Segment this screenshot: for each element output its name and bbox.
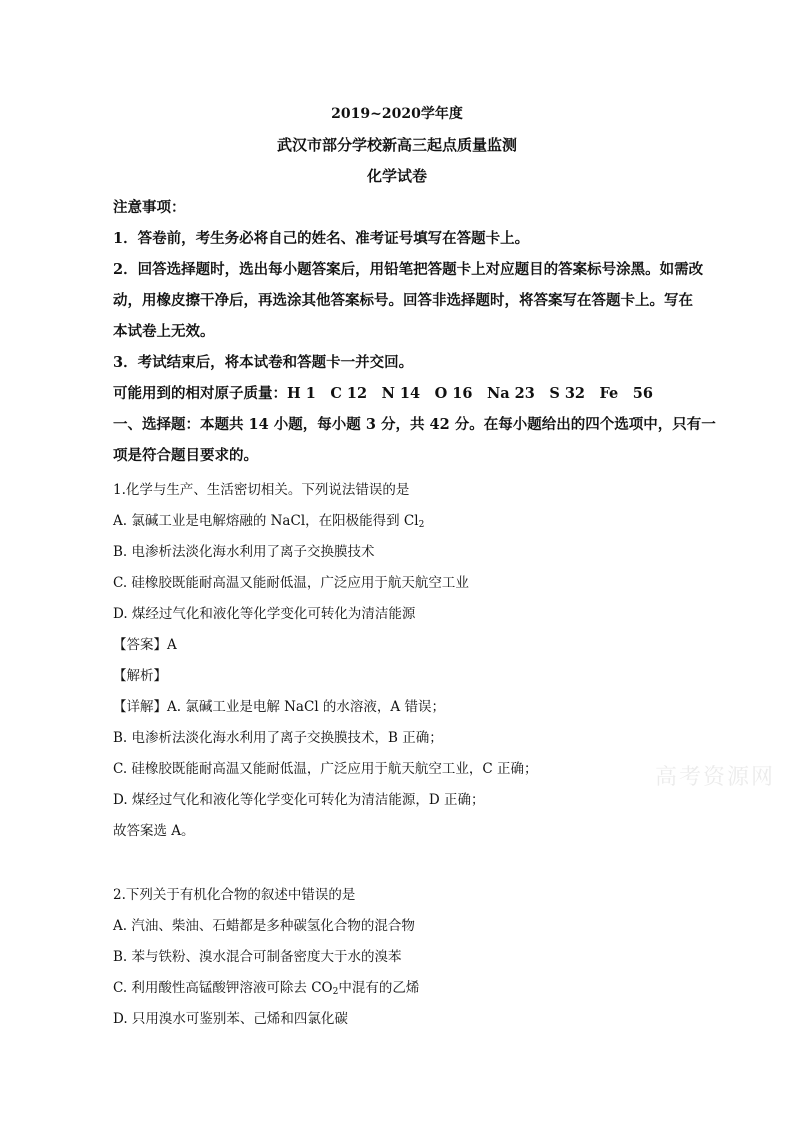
- section-1-heading-line-1: 一、选择题：本题共 14 小题，每小题 3 分，共 42 分。在每小题给出的四个选项中，只有一: [113, 416, 716, 433]
- notice-item-3: 3．考试结束后，将本试卷和答题卡一并交回。: [113, 354, 414, 371]
- question-2-option-a: A. 汽油、柴油、石蜡都是多种碳氢化合物的混合物: [113, 918, 415, 934]
- school-year: 2019~2020学年度: [331, 106, 463, 122]
- subscript: 2: [418, 520, 425, 530]
- notice-item-2-line-1: 2．回答选择题时，选出每小题答案后，用铅笔把答题卡上对应题目的答案标号涂黑。如需改: [113, 261, 704, 278]
- section-1-heading-line-2: 项是符合题目要求的。: [113, 447, 258, 464]
- question-1-option-b: B. 电渗析法淡化海水利用了离子交换膜技术: [113, 544, 375, 560]
- notice-item-1: 1．答卷前，考生务必将自己的姓名、准考证号填写在答题卡上。: [113, 230, 530, 247]
- question-1-detail-d: D. 煤经过气化和液化等化学变化可转化为清洁能源，D 正确；: [113, 792, 485, 808]
- option-a-text: A. 氯碱工业是电解熔融的 NaCl，在阳极能得到 Cl: [113, 513, 419, 529]
- notice-title: 注意事项：: [113, 199, 186, 216]
- option-c-text-tail: 中混有的乙烯: [338, 980, 420, 996]
- question-1-detail-a: 【详解】A. 氯碱工业是电解 NaCl 的水溶液，A 错误；: [113, 699, 445, 715]
- option-c-text: C. 利用酸性高锰酸钾溶液可除去 CO: [113, 980, 333, 996]
- question-2-option-d: D. 只用溴水可鉴别苯、己烯和四氯化碳: [113, 1011, 348, 1027]
- question-2-stem: 2.下列关于有机化合物的叙述中错误的是: [113, 887, 356, 903]
- question-2-option-c: [113, 976, 419, 997]
- watermark: 高考资源网: [655, 765, 776, 790]
- question-2-option-b: B. 苯与铁粉、溴水混合可制备密度大于水的溴苯: [113, 949, 402, 965]
- atomic-masses: 可能用到的相对原子质量：H 1 C 12 N 14 O 16 Na 23 S 32 Fe 56: [113, 385, 653, 402]
- notice-item-2-line-2: 动，用橡皮擦干净后，再选涂其他答案标号。回答非选择题时，将答案写在答题卡上。写在: [113, 292, 693, 309]
- question-1-option-a: [113, 509, 424, 530]
- question-1-answer: 【答案】A: [113, 637, 177, 653]
- exam-title: 武汉市部分学校新高三起点质量监测: [276, 136, 517, 154]
- notice-item-2-line-3: 本试卷上无效。: [113, 323, 215, 340]
- question-1-analysis-label: 【解析】: [113, 668, 167, 684]
- question-1-option-d: D. 煤经过气化和液化等化学变化可转化为清洁能源: [113, 606, 416, 622]
- subscript: 2: [332, 987, 339, 997]
- question-1-conclusion: 故答案选 A。: [113, 823, 195, 839]
- question-1-detail-c: C. 硅橡胶既能耐高温又能耐低温，广泛应用于航天航空工业，C 正确；: [113, 761, 538, 777]
- question-1-stem: 1.化学与生产、生活密切相关。下列说法错误的是: [113, 482, 410, 498]
- question-1-detail-b: B. 电渗析法淡化海水利用了离子交换膜技术，B 正确；: [113, 730, 443, 746]
- question-1-option-c: C. 硅橡胶既能耐高温又能耐低温，广泛应用于航天航空工业: [113, 575, 469, 591]
- subject-title: 化学试卷: [366, 167, 427, 185]
